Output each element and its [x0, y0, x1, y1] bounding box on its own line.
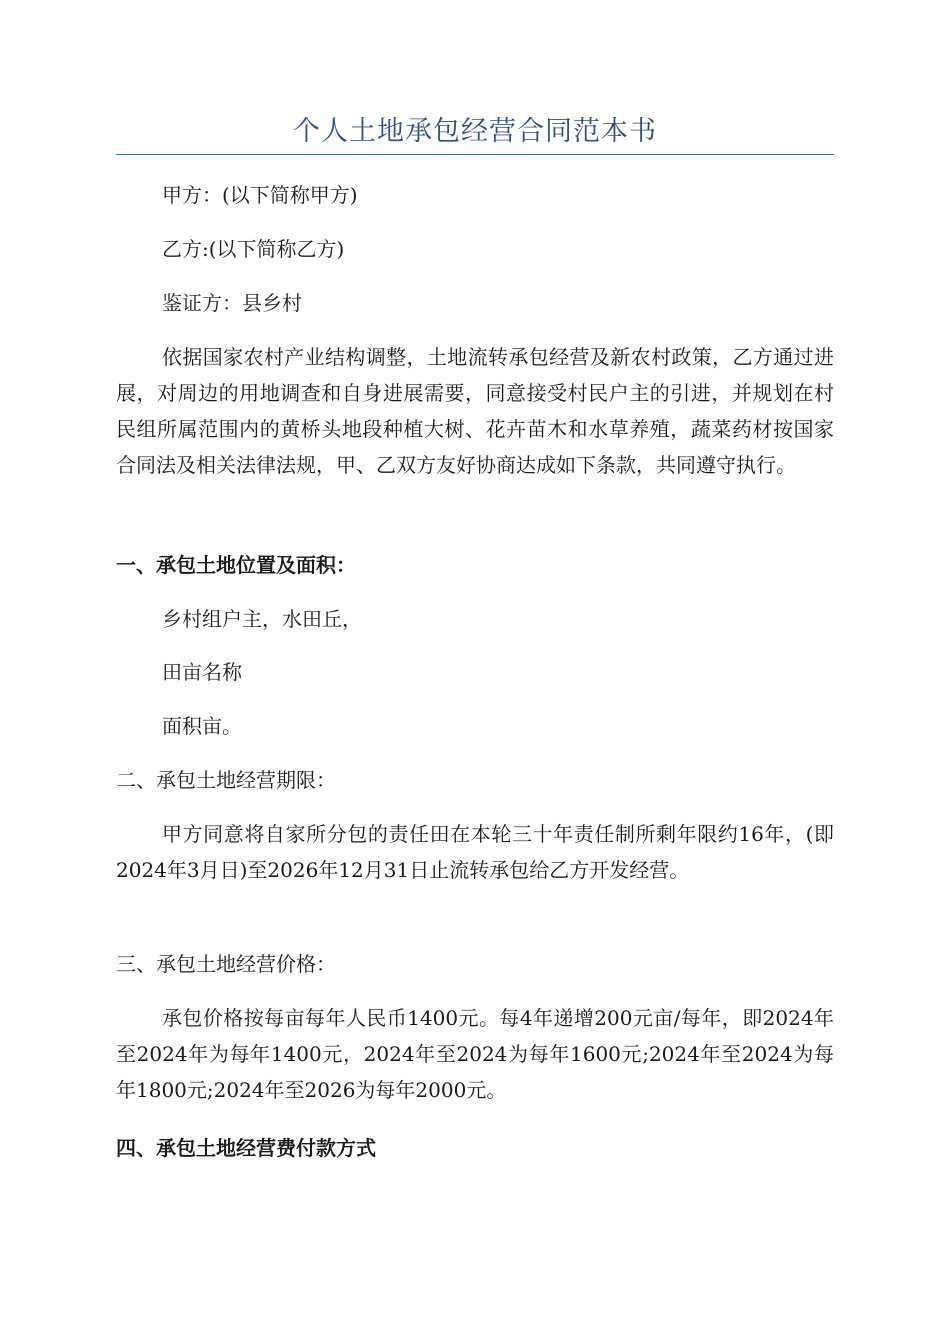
section1-heading: 一、承包土地位置及面积： — [116, 553, 356, 577]
section1-line3: 面积亩。 — [162, 714, 242, 738]
party-b-line: 乙方:(以下简称乙方) — [162, 237, 345, 261]
section2-body: 甲方同意将自家所分包的责任田在本轮三十年责任制所剩年限约16年，(即2024年3月日)至2026年12月31日止流转承包给乙方开发经营。 — [116, 822, 834, 882]
section1-line1: 乡村组户主，水田丘， — [162, 607, 362, 631]
section3-heading: 三、承包土地经营价格： — [116, 952, 336, 976]
document-title: 个人土地承包经营合同范本书 — [293, 116, 657, 147]
section3-body: 承包价格按每亩每年人民币1400元。每4年递增200元亩/每年，即2024年至2024年为每年1400元，2024年至2024为每年1600元;2024年至2024为每年1800元;2024年至2026为每年2000元。 — [116, 1006, 834, 1102]
title-underline — [116, 154, 834, 155]
section4-heading: 四、承包土地经营费付款方式 — [116, 1136, 376, 1160]
party-a-line: 甲方：(以下简称甲方) — [162, 183, 358, 207]
intro-paragraph: 依据国家农村产业结构调整，土地流转承包经营及新农村政策，乙方通过进展，对周边的用地调查和自身进展需要，同意接受村民户主的引进，并规划在村民组所属范围内的黄桥头地段种植大树、花卉苗木和水草养殖，蔬菜药材按国家合同法及相关法律法规，甲、乙双方友好协商达成如下条款，共同遵守执行。 — [116, 345, 834, 477]
witness-line: 鉴证方：县乡村 — [162, 291, 302, 315]
section1-line2: 田亩名称 — [162, 660, 242, 684]
section2-heading: 二、承包土地经营期限： — [116, 768, 336, 792]
